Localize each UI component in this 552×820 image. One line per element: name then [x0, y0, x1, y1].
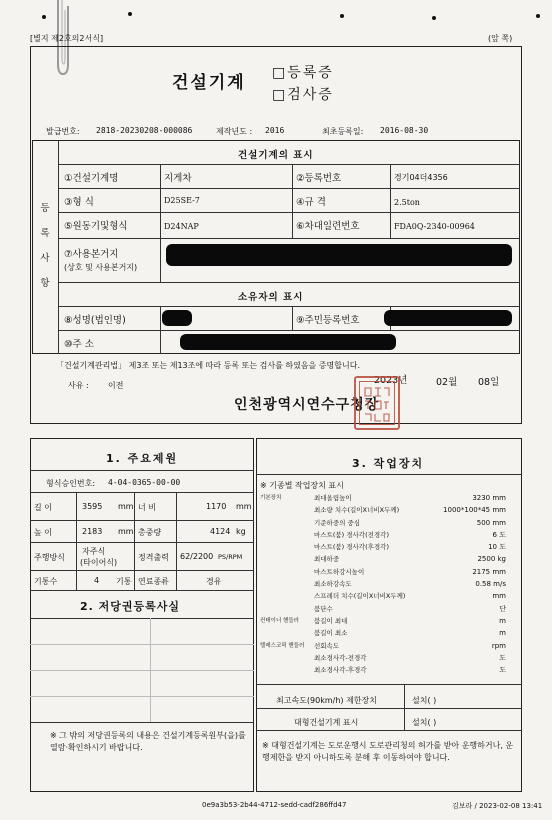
document-title: 건설기계: [172, 73, 246, 93]
work-row: [258, 541, 520, 553]
base-label: ⑦사용본거지: [64, 249, 119, 260]
work-row-value: 6 도: [492, 530, 506, 539]
large-machine-value: 설치( ): [412, 718, 437, 727]
speed-limit-label: 최고속도(90km/h) 제한장치: [276, 696, 377, 705]
work-row-group: 텔레스코픽 핸들러: [260, 642, 305, 649]
width-value: 1170: [206, 502, 227, 511]
issue-no-label: 발급번호:: [46, 127, 80, 136]
work-title: 3. 작업장치: [352, 457, 425, 470]
length-value: 3595: [82, 502, 103, 511]
section-title-machine: 건설기계의 표시: [238, 150, 314, 161]
work-row: [258, 529, 520, 541]
law-text: 「건설기계관리법」 제3조 또는 제13조에 따라 등록 또는 검사를 하였음을 증명합니다.: [56, 361, 360, 370]
work-row-name: 선회속도: [314, 641, 340, 650]
work-row-name: 최대하중: [314, 555, 340, 564]
height-value: 2183: [82, 527, 103, 536]
serial-value: FDA0Q-2340-00964: [394, 222, 475, 231]
work-subtitle: ※ 기종별 작업장치 표시: [260, 481, 344, 490]
issuing-authority: 인천광역시연수구청장: [234, 397, 380, 413]
specs-title: 1. 주요제원: [106, 452, 179, 465]
issue-no: 2818-20230208-000086: [96, 126, 193, 135]
work-row-value: 10 도: [488, 543, 506, 552]
model-label: ③형 식: [64, 197, 94, 208]
spec-label: ④규 격: [296, 197, 326, 208]
work-row-name: 마스트하강시높이: [314, 567, 365, 576]
work-row: [258, 492, 520, 504]
punch-hole: [128, 12, 132, 16]
work-row-name: 마스트(붐) 경사각(후경각): [314, 543, 389, 552]
work-row-name: 붐단수: [314, 604, 333, 613]
name-value: 지게차: [164, 173, 192, 184]
mortgage-note: ※ 그 밖의 저당권등록의 내용은 건설기계등록원부(을)를 열람·확인하시기 바랍니다.: [50, 731, 246, 752]
work-row: [258, 578, 520, 590]
work-row-group: 기본장치: [260, 495, 282, 501]
work-row-value: 단: [499, 604, 506, 613]
registration-side-label: 등 록 사 항: [40, 203, 50, 289]
work-row-name: 붐길이 최소: [314, 629, 348, 638]
work-row-name: 최소경사각-전경각: [314, 653, 367, 662]
redacted-owner-name: [162, 310, 192, 326]
work-row-value: m: [499, 629, 506, 638]
reg-no-label: ②등록번호: [296, 173, 342, 184]
work-row-value: 0.58 m/s: [475, 580, 506, 589]
work-row-group: 컨테이너 핸들러: [260, 617, 299, 624]
work-row-value: m: [499, 616, 506, 625]
weight-label: 총중량: [138, 528, 162, 537]
punch-hole: [432, 16, 436, 20]
punch-hole: [536, 14, 540, 18]
power-unit: PS/RPM: [218, 553, 243, 561]
work-row-name: 최대올림높이: [314, 494, 352, 502]
serial-label: ⑥차대일련번호: [296, 221, 360, 232]
cert-day: 08일: [478, 377, 500, 388]
work-row-value: mm: [492, 592, 506, 601]
redacted-owner-id: [384, 310, 512, 326]
width-label: 너 비: [138, 503, 156, 512]
work-row-value: rpm: [491, 641, 506, 650]
work-row-value: 2175 mm: [472, 567, 506, 576]
document-code: 0e9a3b53-2b44-4712-sedd-cadf286ffd47: [202, 801, 347, 809]
approval-no: 4-04-0365-00-00: [108, 478, 181, 487]
work-row-name: 최소하강속도: [314, 580, 352, 589]
page-label: (앞 쪽): [488, 34, 513, 43]
printer-stamp: 김보라 / 2023-02-08 13:41: [452, 802, 543, 810]
section-title-owner: 소유자의 표시: [238, 292, 304, 303]
height-label: 높 이: [34, 528, 52, 537]
work-row-name: 마스트(붐) 경사각(전경각): [314, 530, 389, 539]
approval-label: 형식승인번호:: [46, 479, 96, 488]
work-row-value: 2500 kg: [477, 555, 506, 564]
length-label: 길 이: [34, 503, 52, 512]
mortgage-title: 2. 저당권등록사실: [80, 600, 181, 613]
work-row: [258, 504, 520, 516]
engine-label: ⑤원동기및형식: [64, 221, 128, 232]
drive-sub: (타이어식): [80, 558, 118, 567]
cylinder-value: 4: [94, 576, 100, 585]
reason-label: 사유 :: [68, 381, 89, 390]
width-unit: mm: [236, 502, 252, 511]
work-row-name: 붐길이 최대: [314, 616, 348, 625]
option-inspect: □검사증: [272, 87, 334, 103]
work-row: [258, 664, 520, 676]
work-row-name: 기준하중의 중심: [314, 518, 361, 527]
work-row: [258, 603, 520, 615]
fuel-label: 연료종류: [138, 577, 169, 586]
first-reg-value: 2016-08-30: [380, 126, 429, 135]
power-value: 62/2200: [180, 552, 214, 561]
first-reg-label: 최초등록일:: [322, 127, 364, 136]
work-row-name: 스프레더 치수(길이X너비X두께): [314, 592, 406, 601]
redacted-base-address: [166, 244, 512, 266]
work-row-name: 최소량 치수(길이X너비X두께): [314, 506, 400, 515]
reason-value: 이전: [108, 381, 124, 390]
engine-value: D24NAP: [164, 222, 199, 231]
fuel-value: 경유: [206, 577, 222, 586]
work-row-value: 1000*100*45 mm: [443, 506, 506, 515]
large-machine-label: 대형건설기계 표시: [294, 718, 359, 727]
year-label: 제작년도 :: [216, 127, 253, 136]
spec-value: 2.5ton: [394, 198, 420, 207]
name-label: ①건설기계명: [64, 173, 119, 184]
height-unit: mm: [118, 527, 134, 536]
work-row: [258, 517, 520, 529]
drive-value: 자주식: [82, 547, 106, 556]
owner-id-label: ⑨주민등록번호: [296, 315, 360, 326]
length-unit: mm: [118, 502, 134, 511]
work-row: [258, 566, 520, 578]
speed-limit-value: 설치( ): [412, 696, 437, 705]
work-row: [258, 627, 520, 639]
work-row-value: 500 mm: [476, 518, 506, 527]
model-value: D25SE-7: [164, 196, 200, 205]
weight-unit: kg: [236, 527, 246, 536]
cert-month: 02월: [436, 377, 458, 388]
power-label: 정격출력: [138, 553, 169, 562]
year-value: 2016: [265, 126, 285, 135]
cylinder-unit: 기통: [116, 577, 132, 586]
owner-name-label: ⑧성명(법인명): [64, 315, 126, 326]
form-label: [별지 제2호의2서식]: [30, 34, 104, 43]
work-row: [258, 640, 520, 652]
work-row: [258, 652, 520, 664]
address-label: ⑩주 소: [64, 339, 94, 350]
work-row: [258, 590, 520, 602]
work-row-value: 도: [499, 666, 506, 675]
large-machine-note: ※ 대형건설기계는 도로운행시 도로관리청의 허가를 받아 운행하거나, 운행제한을 받지 아니하도록 분해 후 이동하여야 합니다.: [262, 741, 514, 762]
punch-hole: [340, 14, 344, 18]
cylinder-label: 기통수: [34, 577, 58, 586]
cert-year: 2023년: [374, 375, 408, 386]
drive-label: 주행방식: [34, 553, 65, 562]
weight-value: 4124: [210, 527, 231, 536]
base-sub-label: (상호 및 사용본거지): [64, 263, 138, 272]
work-rows: [258, 492, 520, 676]
work-row-value: 3230 mm: [472, 494, 506, 502]
work-row: [258, 553, 520, 565]
reg-no-value: 경기04더4356: [394, 173, 448, 182]
redacted-owner-address: [180, 334, 396, 350]
official-seal: [354, 376, 400, 430]
option-register: □등록증: [272, 65, 334, 81]
work-row-name: 최소경사각-후경각: [314, 666, 367, 675]
work-row: [258, 615, 520, 627]
work-row-value: 도: [499, 653, 506, 662]
punch-hole: [42, 15, 46, 19]
